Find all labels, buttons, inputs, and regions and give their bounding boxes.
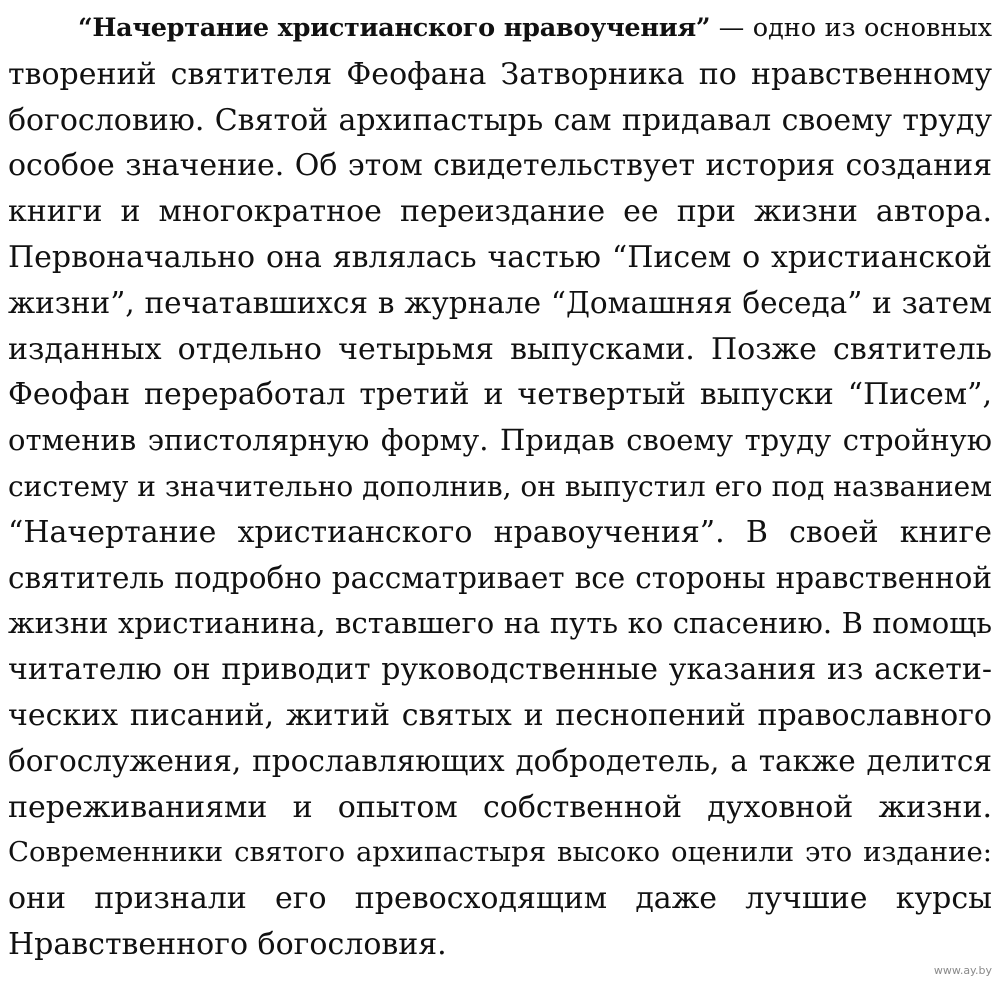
text-line-11: систему и значительно дополнив, он выпустил его под названием	[8, 469, 992, 503]
text-line-1	[8, 6, 992, 52]
text-line-19: Современники святого архипастыря высоко оценили это издание:	[8, 836, 992, 869]
text-line-10: отменив эпистолярную форму. Придав своему труду стройную	[8, 423, 992, 458]
text-line-14: жизни христианина, вставшего на путь ко спасению. В помощь	[8, 606, 992, 641]
text-line-20: они признали его превосходящим даже лучшие курсы	[8, 881, 992, 917]
text-line-2: творений святителя Феофана Затворника по нравственному	[8, 56, 992, 92]
book-title: “Начертание христианского нравоучения”	[78, 13, 711, 43]
text-line-12: “Начертание христианского нравоучения”. В своей книге	[8, 514, 992, 550]
text-line-7: жизни”, печатавшихся в журнале “Домашняя беседа” и затем	[8, 285, 992, 320]
text-line-3: богословию. Святой архипастырь сам придавал своему труду	[8, 102, 992, 138]
first-line-rest: — одно из основных	[710, 13, 992, 43]
text-line-5: книги и многократное переиздание ее при жизни автора.	[8, 194, 992, 230]
watermark: www.ay.by	[933, 964, 992, 977]
text-line-16: ческих писаний, житий святых и песнопений православного	[8, 697, 992, 733]
text-line-13: святитель подробно рассматривает все стороны нравственной	[8, 560, 992, 595]
text-line-8: изданных отдельно четырьмя выпусками. Позже святитель	[8, 331, 992, 367]
text-line-18: переживаниями и опытом собственной духовной жизни.	[8, 789, 992, 825]
text-line-6: Первоначально она являлась частью “Писем о христианской	[8, 239, 992, 275]
text-line-9: Феофан переработал третий и четвертый выпуски “Писем”,	[8, 377, 992, 413]
text-line-15: читателю он приводит руководственные указания из аскети-	[8, 652, 992, 688]
paragraph	[8, 6, 992, 968]
text-line-4: особое значение. Об этом свидетельствует история создания	[8, 148, 992, 184]
text-line-21: Нравственного богословия.	[8, 926, 447, 962]
text-line-17: богослужения, прославляющих добродетель, а также делится	[8, 743, 992, 778]
